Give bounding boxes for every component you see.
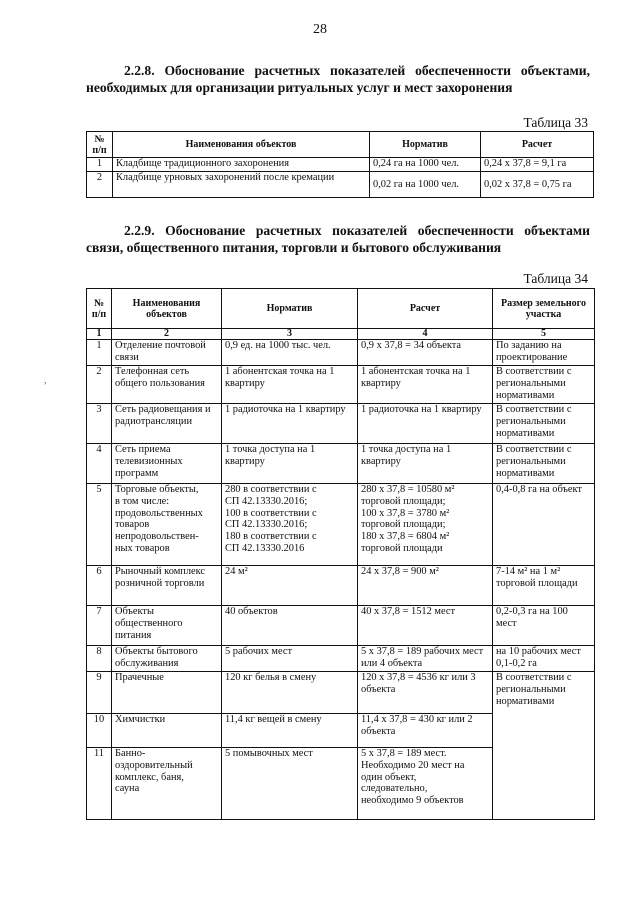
- col-header-num: № п/п: [87, 132, 113, 158]
- table-row: [87, 606, 595, 646]
- cell-name: Объекты бытового обслуживания: [112, 646, 222, 672]
- col-number: 1: [87, 329, 112, 340]
- cell-num: 5: [87, 484, 112, 566]
- section-heading-2-2-8: 2.2.8. Обоснование расчетных показателей обеспеченности объектами, необходимых для организации ритуальных услуг и мест захоронения: [86, 63, 590, 95]
- cell-name: Телефонная сеть общего пользования: [112, 366, 222, 404]
- table-row: [87, 340, 595, 366]
- col-header-name: Наименования объектов: [113, 132, 370, 158]
- cell-num: 3: [87, 404, 112, 444]
- cell-norm: 5 рабочих мест: [222, 646, 358, 672]
- cell-land-size: В соответствии с региональными нормативами: [493, 672, 595, 820]
- margin-mark: ,: [44, 375, 47, 386]
- cell-norm: 11,4 кг вещей в смену: [222, 714, 358, 748]
- cell-num: 1: [87, 158, 113, 172]
- col-number: 3: [222, 329, 358, 340]
- col-header-num: № п/п: [87, 289, 112, 329]
- cell-num: 11: [87, 748, 112, 820]
- cell-calc: 11,4 х 37,8 = 430 кг или 2 объекта: [358, 714, 493, 748]
- cell-name: Химчистки: [112, 714, 222, 748]
- col-header-land-size: Размер земельного участка: [493, 289, 595, 329]
- table-33-header: [87, 132, 594, 158]
- cell-num: 6: [87, 566, 112, 606]
- cell-num: 2: [87, 366, 112, 404]
- table-row: [87, 484, 595, 566]
- cell-num: 7: [87, 606, 112, 646]
- cell-name: Объекты общественного питания: [112, 606, 222, 646]
- cell-name: Сеть радиовещания и радиотрансляции: [112, 404, 222, 444]
- col-header-name: Наименования объектов: [112, 289, 222, 329]
- table-row: [87, 646, 595, 672]
- cell-calc: 5 х 37,8 = 189 рабочих мест или 4 объекта: [358, 646, 493, 672]
- cell-num: 8: [87, 646, 112, 672]
- cell-calc: 5 х 37,8 = 189 мест. Необходимо 20 мест на один объект, следовательно, необходимо 9 объектов: [358, 748, 493, 820]
- section-heading-2-2-9: 2.2.9. Обоснование расчетных показателей обеспеченности объектами связи, общественного питания, торговли и бытового обслуживания: [86, 223, 590, 255]
- cell-name: Сеть приема телевизионных программ: [112, 444, 222, 484]
- col-header-calc: Расчет: [358, 289, 493, 329]
- cell-norm: 120 кг белья в смену: [222, 672, 358, 714]
- cell-norm: 0,24 га на 1000 чел.: [370, 158, 481, 172]
- cell-calc: 0,02 х 37,8 = 0,75 га: [481, 172, 594, 198]
- table-row: [87, 158, 594, 172]
- table-row: [87, 404, 595, 444]
- col-header-norm: Норматив: [222, 289, 358, 329]
- cell-norm: 1 точка доступа на 1 квартиру: [222, 444, 358, 484]
- cell-land-size: В соответствии с региональными нормативами: [493, 366, 595, 404]
- cell-norm: 24 м²: [222, 566, 358, 606]
- cell-name: Кладбище традиционного захоронения: [113, 158, 370, 172]
- cell-calc: 40 х 37,8 = 1512 мест: [358, 606, 493, 646]
- table-34-caption: Таблица 34: [523, 271, 588, 286]
- col-number: 2: [112, 329, 222, 340]
- cell-name: Торговые объекты, в том числе: продовольственных товаров непродовольствен- ных товаров: [112, 484, 222, 566]
- cell-num: 9: [87, 672, 112, 714]
- cell-norm: 280 в соответствии с СП 42.13330.2016; 100 в соответствии с СП 42.13330.2016; 180 в соответствии с СП 42.13330.2016: [222, 484, 358, 566]
- cell-calc: 1 точка доступа на 1 квартиру: [358, 444, 493, 484]
- column-numbers-row: [87, 329, 595, 340]
- table-row: [87, 672, 595, 714]
- cell-num: 4: [87, 444, 112, 484]
- cell-calc: 280 х 37,8 = 10580 м² торговой площади; 100 х 37,8 = 3780 м² торговой площади; 180 х 37,8 = 6804 м² торговой площади: [358, 484, 493, 566]
- cell-calc: 1 абонентская точка на 1 квартиру: [358, 366, 493, 404]
- cell-land-size: 0,4-0,8 га на объект: [493, 484, 595, 566]
- col-number: 5: [493, 329, 595, 340]
- table-33: [86, 131, 594, 198]
- table-34-header: [87, 289, 595, 329]
- page-number: 28: [313, 22, 327, 37]
- cell-land-size: В соответствии с региональными нормативами: [493, 404, 595, 444]
- cell-name: Рыночный комплекс розничной торговли: [112, 566, 222, 606]
- cell-name: Отделение почтовой связи: [112, 340, 222, 366]
- table-row: [87, 366, 595, 404]
- cell-calc: 0,9 х 37,8 = 34 объекта: [358, 340, 493, 366]
- cell-norm: 0,02 га на 1000 чел.: [370, 172, 481, 198]
- cell-norm: 40 объектов: [222, 606, 358, 646]
- table-33-caption: Таблица 33: [523, 115, 588, 130]
- cell-land-size: на 10 рабочих мест 0,1-0,2 га: [493, 646, 595, 672]
- cell-norm: 1 абонентская точка на 1 квартиру: [222, 366, 358, 404]
- cell-norm: 1 радиоточка на 1 квартиру: [222, 404, 358, 444]
- cell-land-size: В соответствии с региональными нормативами: [493, 444, 595, 484]
- cell-num: 1: [87, 340, 112, 366]
- cell-name: Прачечные: [112, 672, 222, 714]
- cell-calc: 1 радиоточка на 1 квартиру: [358, 404, 493, 444]
- cell-norm: 0,9 ед. на 1000 тыс. чел.: [222, 340, 358, 366]
- cell-num: 10: [87, 714, 112, 748]
- cell-land-size: 7-14 м² на 1 м² торговой площади: [493, 566, 595, 606]
- cell-name: Кладбище урновых захоронений после кремации: [113, 172, 370, 198]
- table-row: [87, 172, 594, 198]
- col-header-norm: Норматив: [370, 132, 481, 158]
- col-number: 4: [358, 329, 493, 340]
- cell-calc: 120 х 37,8 = 4536 кг или 3 объекта: [358, 672, 493, 714]
- table-row: [87, 444, 595, 484]
- table-row: [87, 566, 595, 606]
- cell-norm: 5 помывочных мест: [222, 748, 358, 820]
- cell-calc: 0,24 х 37,8 = 9,1 га: [481, 158, 594, 172]
- cell-calc: 24 х 37,8 = 900 м²: [358, 566, 493, 606]
- col-header-calc: Расчет: [481, 132, 594, 158]
- cell-land-size: По заданию на проектирование: [493, 340, 595, 366]
- cell-land-size: 0,2-0,3 га на 100 мест: [493, 606, 595, 646]
- cell-name: Банно- оздоровительный комплекс, баня, сауна: [112, 748, 222, 820]
- table-34: [86, 288, 595, 820]
- cell-num: 2: [87, 172, 113, 198]
